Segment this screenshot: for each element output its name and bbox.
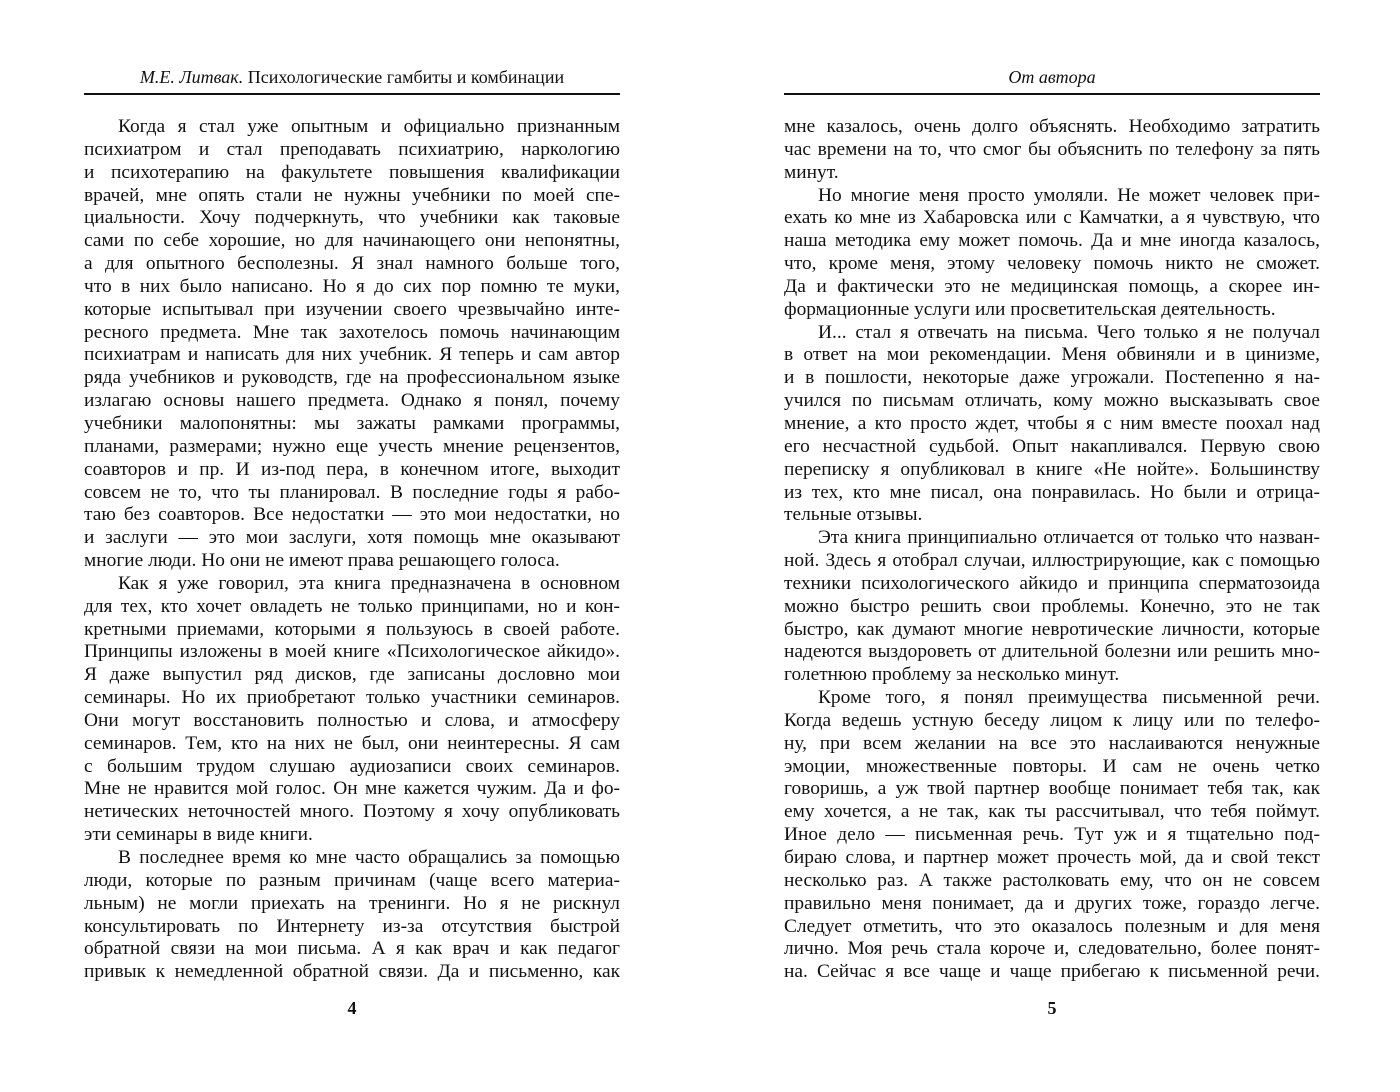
header-rule <box>84 93 620 95</box>
right-page <box>784 0 1320 1092</box>
text-line: формационные услуги или просветительская деятельность. <box>784 298 1276 320</box>
text-line: соавторов и пр. И из-под пера, в конечном итоге, выходит <box>84 458 620 480</box>
page-body <box>784 116 1320 984</box>
text-line: лично. Моя речь стала короче и, следовательно, более понят- <box>784 938 1320 960</box>
text-line: нетических неточностей много. Поэтому я хочу опубликовать <box>84 801 620 823</box>
text-line: Они могут восстановить полностью и слова, и атмосферу <box>84 709 620 731</box>
text-line: мнение, а кто просто ждет, чтобы я с ним вместе поохал над <box>784 412 1320 434</box>
text-line: Кроме того, я понял преимущества письменной речи. <box>818 687 1320 709</box>
page-number: 5 <box>1047 998 1057 1018</box>
page-body <box>84 116 620 984</box>
text-line: врачей, мне опять стали не нужны учебники по моей спе- <box>84 184 620 206</box>
text-line: несколько раз. А также растолковать ему, что он не совсем <box>784 869 1320 891</box>
text-line: Как я уже говорил, эта книга предназначена в основном <box>118 572 620 594</box>
text-line: наша методика ему может помочь. Да и мне иногда казалось, <box>784 230 1320 252</box>
header-author: М.Е. Литвак. <box>139 67 244 87</box>
text-line: обратной связи на мои письма. А я как врач и как педагог <box>84 938 620 960</box>
text-line: циальности. Хочу подчеркнуть, что учебники как таковые <box>84 207 620 229</box>
text-line: для тех, кто хочет овладеть не только принципами, но и кон- <box>84 595 620 617</box>
text-line: Да и фактически это не медицинская помощь, а скорее ин- <box>784 275 1320 297</box>
paragraph <box>784 687 1320 984</box>
text-line: ресного предмета. Мне так захотелось помочь начинающим <box>84 321 620 343</box>
text-line: семинары. Но их приобретают только участники семинаров. <box>84 687 620 709</box>
text-line: семинаров. Тем, кто на них не был, они неинтересны. Я сам <box>84 732 620 754</box>
paragraph <box>784 527 1320 687</box>
text-line: Иное дело — письменная речь. Тут уж и я тщательно под- <box>784 824 1320 846</box>
text-line: В последнее время ко мне часто обращались за помощью <box>118 847 620 868</box>
text-line: консультировать по Интернету из-за отсутствия быстрой <box>84 915 620 937</box>
text-line: Но многие меня просто умоляли. Не может человек при- <box>818 184 1320 206</box>
text-line: многие люди. Но они не имеют права решающего голоса. <box>84 550 560 572</box>
text-line: говоришь, а уж твой партнер вообще понимает тебя так, как <box>784 778 1320 800</box>
text-line: Когда я стал уже опытным и официально признанным <box>118 116 620 137</box>
text-line: что, кроме меня, этому человеку помочь никто не сможет. <box>784 253 1320 275</box>
text-line: люди, которые по разным причинам (чаще всего материа- <box>84 869 620 891</box>
text-line: можно быстро решить свои проблемы. Конечно, это не так <box>784 595 1320 617</box>
text-line: мне казалось, очень долго объяснять. Необходимо затратить <box>784 116 1320 137</box>
text-line: эмоции, множественные повторы. И сам не очень четко <box>784 755 1320 777</box>
text-line: эти семинары в виде книги. <box>84 824 313 846</box>
left-page <box>84 0 620 1092</box>
running-header <box>84 66 620 88</box>
text-line: и в пошлости, некоторые даже угрожали. Постепенно я на- <box>784 367 1320 389</box>
header-title: Психологические гамбиты и комбинации <box>247 67 565 87</box>
text-line: надеются выздороветь от длительной болезни или решить мно- <box>784 641 1320 663</box>
text-line: И... стал я отвечать на письма. Чего только я не получал <box>818 321 1320 343</box>
text-line: техники психологического айкидо и принципа сперматозоида <box>784 572 1320 594</box>
paragraph <box>84 116 620 573</box>
text-line: и заслуги — это мои заслуги, хотя помощь мне оказывают <box>84 527 620 549</box>
paragraph <box>784 322 1320 528</box>
paragraph <box>84 573 620 847</box>
text-line: Когда ведешь устную беседу лицом к лицу или по телефо- <box>784 709 1320 731</box>
page-number: 4 <box>347 998 357 1018</box>
running-header <box>784 66 1320 88</box>
text-line: учился по письмам отличать, кому можно высказывать свое <box>784 390 1320 412</box>
paragraph <box>784 185 1320 322</box>
text-line: что в них было написано. Но я до сих пор помню те муки, <box>84 275 620 297</box>
text-line: планами, размерами; нужно еще учесть мнение рецензентов, <box>84 435 620 457</box>
text-line: в ответ на мои рекомендации. Меня обвиняли и в цинизме, <box>784 344 1320 366</box>
text-line: и психотерапию на факультете повышения квалификации <box>84 161 620 183</box>
text-line: Эта книга принципиально отличается от только что назван- <box>818 527 1320 549</box>
text-line: льным) не могли приехать на тренинги. Но я не рискнул <box>84 892 620 914</box>
text-line: с большим трудом слушаю аудиозаписи своих семинаров. <box>84 755 620 777</box>
text-line: ему хочется, а не так, как ты рассчитывал, что тебя поймут. <box>784 801 1320 823</box>
header-title: От автора <box>1008 67 1096 87</box>
text-line: ну, при всем желании на все это наслаиваются ненужные <box>784 732 1320 754</box>
text-line: тельные отзывы. <box>784 504 923 526</box>
text-line: на. Сейчас я все чаще и чаще прибегаю к письменной речи. <box>784 961 1320 983</box>
text-line: минут. <box>784 161 839 183</box>
text-line: Я даже выпустил ряд дисков, где записаны дословно мои <box>84 664 620 686</box>
text-line: переписку я опубликовал в книге «Не нойте». Большинству <box>784 458 1320 480</box>
text-line: голетнюю проблему за несколько минут. <box>784 664 1120 686</box>
text-line: Мне не нравится мой голос. Он мне кажется чужим. Да и фо- <box>84 778 620 800</box>
text-line: Следует отметить, что это оказалось полезным и для меня <box>784 915 1320 937</box>
text-line: Принципы изложены в моей книге «Психологическое айкидо». <box>84 641 620 663</box>
text-line: а для опытного бесполезны. Я знал намного больше того, <box>84 253 620 275</box>
text-line: психиатром и стал преподавать психиатрию, наркологию <box>84 138 620 160</box>
text-line: бираю слова, и партнер может прочесть мой, да и свой текст <box>784 847 1320 868</box>
text-line: учебники малопонятны: мы зажаты рамками программы, <box>84 412 620 434</box>
paragraph <box>84 847 620 984</box>
text-line: кретными приемами, которыми я пользуюсь в своей работе. <box>84 618 620 640</box>
paragraph <box>784 116 1320 185</box>
text-line: ехать ко мне из Хабаровска или с Камчатки, а я чувствую, что <box>784 207 1320 229</box>
text-line: совсем не то, что ты планировал. В последние годы я рабо- <box>84 481 620 503</box>
text-line: час времени на то, что смог бы объяснить по телефону за пять <box>784 138 1320 160</box>
text-line: из тех, кто мне писал, она понравилась. Но были и отрица- <box>784 481 1320 503</box>
text-line: привык к немедленной обратной связи. Да и письменно, как <box>84 961 620 983</box>
text-line: ряда учебников и руководств, где на профессиональном языке <box>84 367 620 389</box>
text-line: сами по себе хорошие, но для начинающего они непонятны, <box>84 230 620 252</box>
text-line: таю без соавторов. Все недостатки — это мои недостатки, но <box>84 504 620 526</box>
header-rule <box>784 93 1320 95</box>
text-line: ной. Здесь я отобрал случаи, иллюстрирующие, как с помощью <box>784 550 1320 572</box>
text-line: его несчастной судьбой. Опыт накапливался. Первую свою <box>784 435 1320 457</box>
text-line: быстро, как думают многие невротические личности, которые <box>784 618 1320 640</box>
text-line: которые испытывал при изучении своего чрезвычайно инте- <box>84 298 620 320</box>
text-line: правильно меня понимает, да и других тоже, гораздо легче. <box>784 892 1320 914</box>
text-line: излагаю основы нашего предмета. Однако я понял, почему <box>84 390 620 412</box>
text-line: психиатрам и написать для них учебник. Я теперь и сам автор <box>84 344 620 366</box>
